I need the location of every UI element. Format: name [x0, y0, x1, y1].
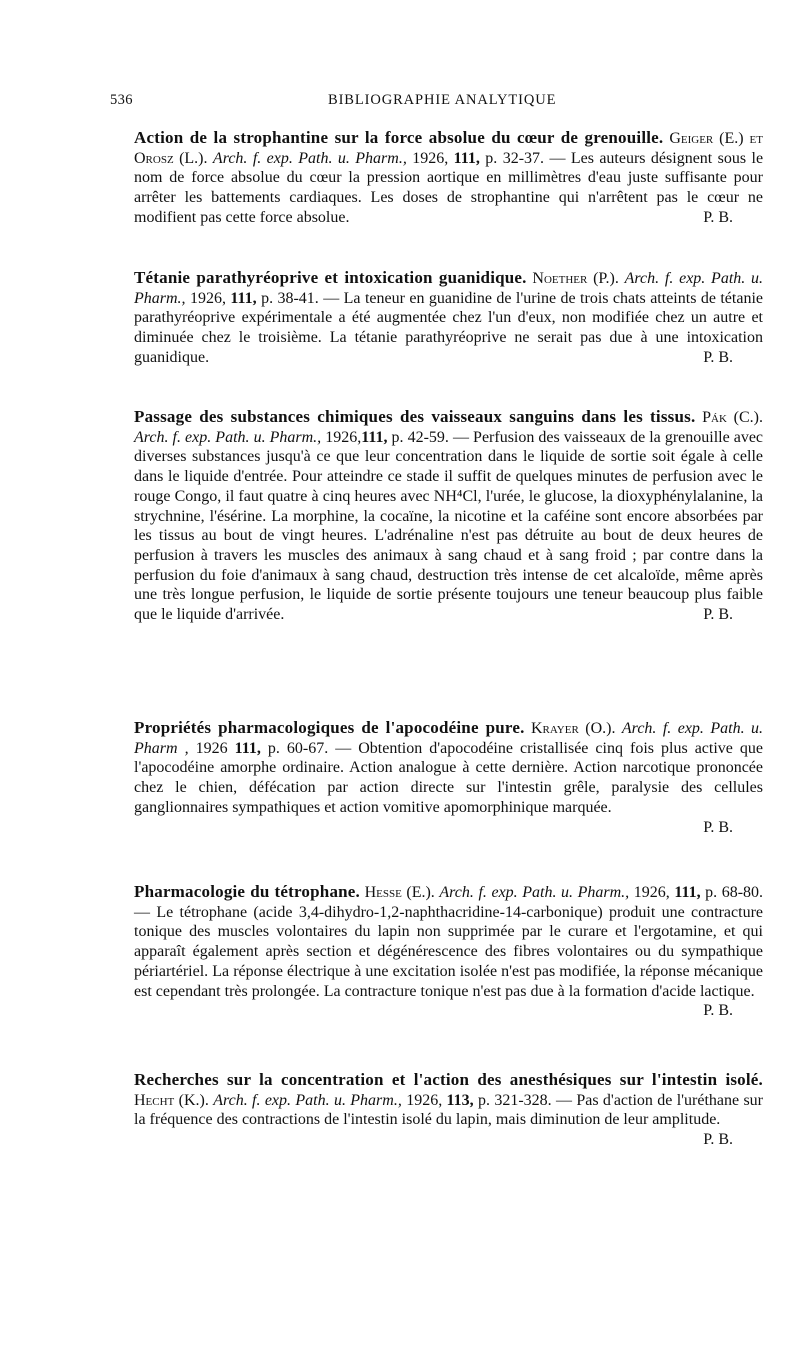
entry-title: Action de la strophantine sur la force absolue du cœur de grenouille. — [134, 128, 664, 147]
entry-journal: Arch. f. exp. Path. u. Pharm., — [213, 1091, 402, 1109]
entry-year: 1926, — [633, 884, 670, 901]
entry-journal: Arch. f. exp. Path. u. Pharm., — [134, 270, 764, 307]
entry-pages: p. 68-80. — [705, 884, 764, 901]
entry-summary: — Obtention d'apocodéine cristallisée cinq fois plus active que l'apocodéine amorphe ordinaire. Action analogue à cette dernière. Action narcotique prononcée chez le chien, défécation par action directe sur l'intestin grêle, paralysie des cellules ganglionnaires sympathiques et action vomitive apomorphinique marquée. — [134, 739, 763, 816]
page-number: 536 — [110, 92, 133, 108]
entry-authors: Pák (C.). — [702, 409, 763, 426]
entry-summary: — La teneur en guanidine de l'urine de trois chats atteints de tétanie parathyréoprive expérimentale a été augmentée chez l'un d'eux, non modifiée chez un autre et diminuée chez le troisième. La tétanie parathyréoprive ne serait pas due à une intoxication guanidique. — [134, 289, 764, 366]
entry-title: Pharmacologie du tétrophane. — [134, 882, 360, 901]
abstract-entry — [110, 268, 763, 368]
entry-volume: 111, — [453, 149, 480, 167]
entry-year: 1926, — [189, 289, 226, 307]
entry-signature: P. B. — [703, 606, 733, 624]
running-header — [110, 92, 670, 112]
entry-pages: p. 60-67. — [267, 739, 329, 757]
entry-summary: — Pas d'action de l'uréthane sur la fréquence des contractions de l'intestin isolé du lapin, mais diminution de leur amplitude. — [134, 1091, 763, 1129]
entry-summary: — Les auteurs désignent sous le nom de force absolue du cœur la pression aortique en millimètres d'eau juste suffisante pour arrêter les battements cardiaques. Les doses de strophantine qui n'arrêtent pas le cœur ne modifient pas cette force absolue. — [134, 149, 764, 226]
entry-signature: P. B. — [703, 818, 733, 836]
entry-year: 1926, — [412, 149, 449, 167]
abstract-entry — [110, 128, 763, 228]
entry-signature: P. B. — [703, 1002, 733, 1020]
entry-year: 1926, — [325, 428, 362, 446]
entry-journal: Arch. f. exp. Path. u. Pharm , — [134, 720, 764, 757]
entry-journal: Arch. f. exp. Path. u. Pharm., — [134, 428, 322, 446]
abstract-entry — [110, 882, 763, 1021]
entry-journal: Arch. f. exp. Path. u. Pharm., — [439, 884, 630, 901]
entry-signature: P. B. — [703, 1131, 733, 1149]
entry-authors: Hecht (K.). — [134, 1091, 209, 1109]
abstract-entry — [110, 718, 763, 837]
running-title: BIBLIOGRAPHIE ANALYTIQUE — [328, 92, 557, 108]
entry-pages: p. 38-41. — [261, 289, 319, 307]
entry-year: 1926, — [406, 1091, 443, 1109]
entry-title: Passage des substances chimiques des vaisseaux sanguins dans les tissus. — [134, 407, 696, 426]
entry-pages: p. 32-37. — [485, 149, 545, 167]
entry-summary: — Le tétrophane (acide 3,4-dihydro-1,2-naphthacridine-14-carbonique) produit une contracture tonique des muscles volontaires du lapin non supprimée par le curare et l'ergotamine, et qui apparaît également après section et dégénérescence des fibres volontaires ou du sympathique périartériel. La réponse électrique à une excitation isolée n'est pas modifiée, la réponse mécanique est cependant très prolongée. La contracture tonique n'est pas due à la formation d'acide lactique. — [134, 903, 763, 1000]
entry-volume: 111, — [234, 739, 261, 757]
entry-year: 1926 — [195, 739, 228, 757]
entry-pages: p. 42-59. — [391, 428, 449, 446]
entry-authors: Noether (P.). — [532, 270, 619, 287]
abstract-entry — [110, 1070, 763, 1150]
entry-title: Propriétés pharmacologiques de l'apocodéine pure. — [134, 718, 525, 737]
entry-pages: p. 321-328. — [478, 1091, 552, 1109]
entry-volume: 113, — [446, 1091, 474, 1109]
entry-title: Recherches sur la concentration et l'action des anesthésiques sur l'intestin isolé. — [134, 1070, 763, 1089]
entry-volume: 111, — [674, 884, 701, 901]
entry-signature: P. B. — [703, 348, 733, 366]
entry-journal: Arch. f. exp. Path. u. Pharm., — [212, 149, 407, 167]
entry-summary: — Perfusion des vaisseaux de la grenouille avec diverses substances jusqu'à ce que leur concentration dans le liquide de sortie soit égale à celle dans le liquide d'entrée. Pour atteindre ce stade il suffit de quelques minutes de perfusion avec le rouge Congo, il faut quatre à cinq heures avec NH⁴Cl, l'urée, le glucose, la dioxyphénylalanine, la strychnine, l'ésérine. La morphine, la cocaïne, la nicotine et la caféine sont encore absorbées par les tissus au bout de vingt heures. L'adrénaline n'est pas détruite au bout de deux heures de perfusion à travers les muscles des animaux à sang chaud et à sang froid ; par contre dans la perfusion du foie d'animaux à sang chaud, destruction très intense de cet alcaloïde, même après une très longue perfusion, le liquide de sortie présente toujours une teneur beaucoup plus faible que le liquide d'arrivée. — [134, 428, 764, 624]
entry-authors: Geiger (E.) et Orosz (L.). — [134, 130, 763, 167]
entry-title: Tétanie parathyréoprive et intoxication guanidique. — [134, 268, 527, 287]
entry-volume: 111, — [230, 289, 257, 307]
entry-authors: Hesse (E.). — [364, 884, 435, 901]
entry-authors: Krayer (O.). — [530, 720, 616, 737]
entry-volume: 111, — [361, 428, 388, 446]
abstract-entry — [110, 407, 763, 625]
entry-signature: P. B. — [703, 208, 733, 226]
